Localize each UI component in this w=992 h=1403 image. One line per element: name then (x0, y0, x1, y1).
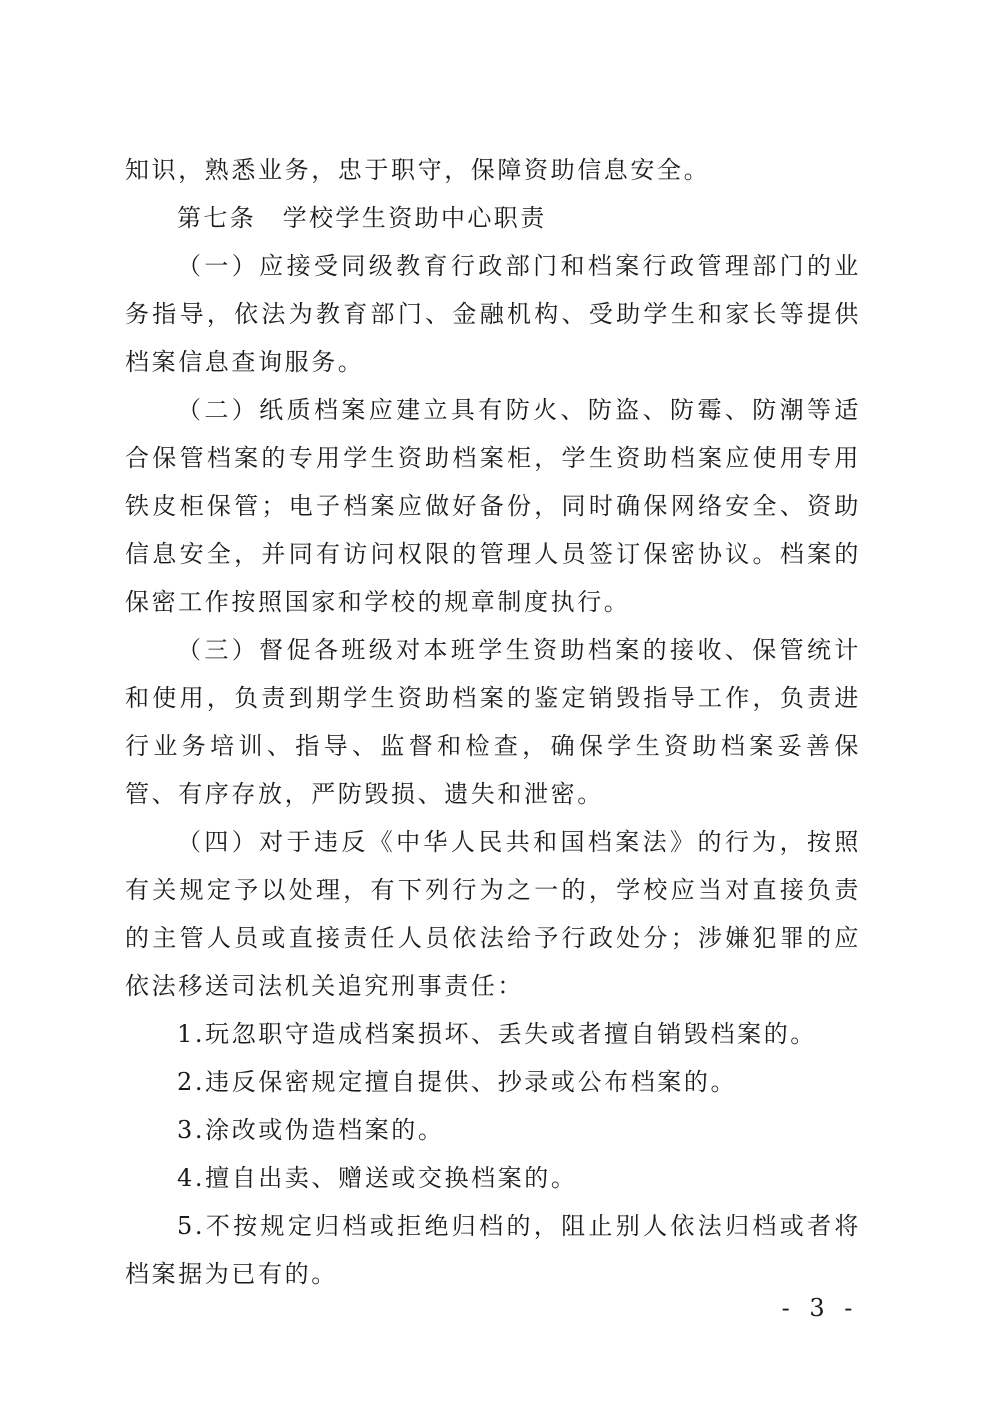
list-item-2: 2.违反保密规定擅自提供、抄录或公布档案的。 (177, 1068, 738, 1096)
page-number: - 3 - (781, 1294, 859, 1322)
list-item-1: 1.玩忽职守造成档案损坏、丢失或者擅自销毁档案的。 (177, 1020, 817, 1048)
clause-four: （四）对于违反《中华人民共和国档案法》的行为，按照有关规定予以处理，有下列行为之一的，学校应当对直接负责的主管人员或直接责任人员依法给予行政处分；涉嫌犯罪的应依法移送司法机关追究刑事责任： (125, 828, 861, 1000)
clause-three: （三）督促各班级对本班学生资助档案的接收、保管统计和使用，负责到期学生资助档案的鉴定销毁指导工作，负责进行业务培训、指导、监督和检查，确保学生资助档案妥善保管、有序存放，严防毁损、遗失和泄密。 (125, 636, 861, 808)
paragraph-continuation: 知识，熟悉业务，忠于职守，保障资助信息安全。 (125, 156, 711, 184)
list-item-3: 3.涂改或伪造档案的。 (177, 1116, 445, 1144)
article-seven-heading: 第七条 学校学生资助中心职责 (177, 204, 547, 232)
clause-two: （二）纸质档案应建立具有防火、防盗、防霉、防潮等适合保管档案的专用学生资助档案柜，学生资助档案应使用专用铁皮柜保管；电子档案应做好备份，同时确保网络安全、资助信息安全，并同有访问权限的管理人员签订保密协议。档案的保密工作按照国家和学校的规章制度执行。 (125, 396, 861, 616)
clause-one: （一）应接受同级教育行政部门和档案行政管理部门的业务指导，依法为教育部门、金融机构、受助学生和家长等提供档案信息查询服务。 (125, 252, 861, 376)
document-body (125, 146, 861, 1298)
list-item-5: 5.不按规定归档或拒绝归档的，阻止别人依法归档或者将档案据为已有的。 (125, 1212, 861, 1288)
list-item-4: 4.擅自出卖、赠送或交换档案的。 (177, 1164, 578, 1192)
